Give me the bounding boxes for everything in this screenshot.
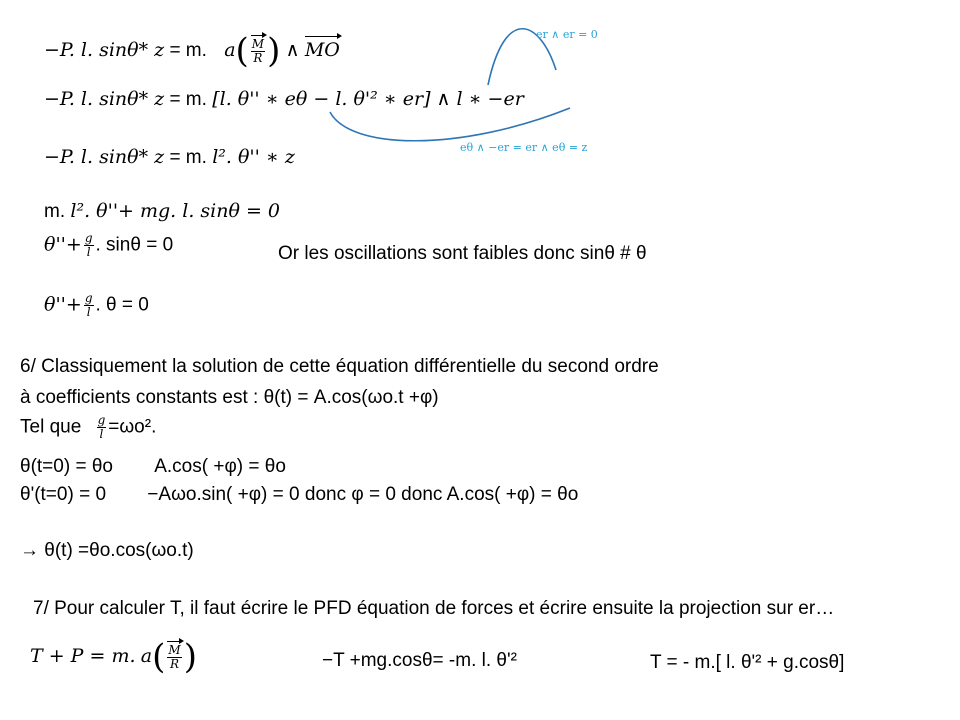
telque-label: Tel que — [20, 416, 82, 438]
equation-3 — [44, 146, 295, 169]
section6-line4 — [20, 456, 286, 478]
eq1-wedge: ∧ — [285, 40, 300, 62]
eq4-body: l². θ''+ mg. l. sinθ = 0 — [70, 200, 281, 222]
equation-6 — [44, 292, 149, 319]
note-top: er ∧ er = 0 — [536, 28, 598, 41]
eq1-mo: MO — [304, 39, 340, 62]
eq6-frac — [84, 292, 94, 319]
f1-paren-close: ) — [183, 637, 197, 677]
telque-num: g — [97, 413, 106, 427]
oscillation-note: Or les oscillations sont faibles donc sinθ # θ — [278, 243, 647, 264]
eq5-pre: θ''+ — [44, 233, 82, 256]
force-equation-1 — [30, 637, 197, 677]
f1-lhs: T + P = m. — [30, 645, 136, 668]
equation-4 — [44, 200, 280, 223]
section7-line1: 7/ Pour calculer T, il faut écrire le PFD équation de forces et écrire ensuite la projection sur er… — [33, 598, 835, 619]
f1-num: M — [168, 642, 181, 657]
eq1-mid: = m. — [169, 40, 207, 62]
telque-frac — [97, 414, 107, 441]
section6-telque — [20, 414, 156, 441]
eq2-body: [l. θ'' ∗ eθ − l. θ'² ∗ er] ∧ l ∗ −er — [212, 88, 524, 110]
telque-post: =ωo². — [108, 416, 157, 438]
eq1-lhs: −P. l. sinθ* z — [44, 39, 165, 62]
section6-line5 — [20, 484, 578, 506]
equation-5 — [44, 232, 173, 259]
f1-a: a — [140, 645, 153, 668]
eq5-frac — [84, 232, 94, 259]
f1-paren-open: ( — [152, 637, 166, 677]
eq1-a: a — [224, 39, 236, 62]
section6-line2: à coefficients constants est : θ(t) = A.cos(ωo.t +φ) — [20, 387, 439, 408]
eq6-post: . θ = 0 — [95, 294, 149, 316]
eq2-lhs: −P. l. sinθ* z — [44, 88, 165, 110]
section6-line1: 6/ Classiquement la solution de cette équation différentielle du second ordre — [20, 356, 659, 377]
eq6-den: l — [86, 305, 91, 319]
line5a: θ'(t=0) = 0 — [20, 484, 107, 505]
telque-den: l — [99, 427, 104, 441]
eq1-paren-open: ( — [235, 31, 249, 71]
equation-1 — [44, 31, 340, 71]
eq1-num: M — [251, 36, 265, 51]
note-mid: eθ ∧ −er = er ∧ eθ = z — [460, 141, 588, 154]
line4a: θ(t=0) = θo — [20, 456, 113, 477]
eq5-den: l — [86, 245, 91, 259]
line5b: −Aωo.sin( +φ) = 0 donc φ = 0 donc A.cos( +φ) = θo — [147, 484, 579, 505]
arc-bottom — [330, 108, 570, 141]
eq5-post: . sinθ = 0 — [95, 234, 174, 256]
eq6-pre: θ''+ — [44, 293, 82, 316]
eq3-lhs: −P. l. sinθ* z — [44, 146, 165, 168]
eq3-mid: = m. — [169, 147, 207, 168]
eq1-den: R — [253, 50, 263, 65]
eq1-frac — [251, 38, 265, 65]
eq3-body: l². θ'' ∗ z — [212, 146, 295, 168]
f1-den: R — [170, 656, 180, 671]
force-equation-3: T = - m.[ l. θ'² + g.cosθ] — [650, 652, 845, 673]
force-equation-2: −T +mg.cosθ= -m. l. θ'² — [322, 650, 517, 671]
f1-frac — [167, 644, 181, 671]
eq4-pre: m. — [44, 201, 66, 222]
eq2-mid: = m. — [169, 89, 207, 110]
line4b: A.cos( +φ) = θo — [154, 456, 286, 477]
eq5-num: g — [84, 231, 93, 245]
section6-line6: → θ(t) =θo.cos(ωo.t) — [20, 540, 194, 561]
eq6-num: g — [84, 291, 93, 305]
equation-2 — [44, 88, 524, 111]
eq1-paren-close: ) — [267, 31, 281, 71]
